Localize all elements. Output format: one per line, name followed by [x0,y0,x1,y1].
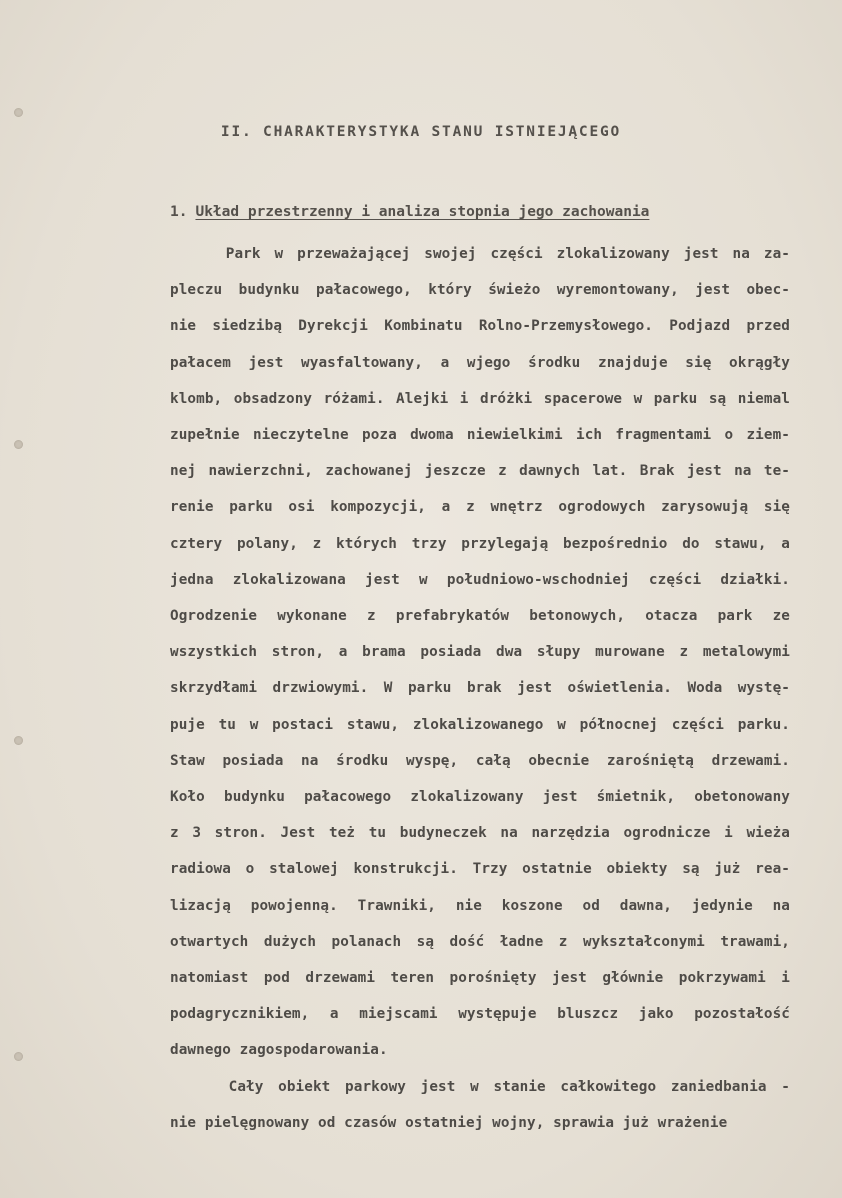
text-line: jedna zlokalizowana jest w południowo-wschodniej części działki. [170,571,790,588]
section-number: 1. [170,204,188,220]
text-line: wszystkich stron, a brama posiada dwa słupy murowane z metalowymi [170,644,790,661]
text-line: pleczu budynku pałacowego, który świeżo wyremontowany, jest obec- [170,282,790,299]
text-line: radiowa o stalowej konstrukcji. Trzy ostatnie obiekty są już rea- [170,861,790,878]
text-line: Cały obiekt parkowy jest w stanie całkowitego zaniedbania - [170,1078,790,1095]
text-line: Park w przeważającej swojej części zlokalizowany jest na za- [170,246,790,262]
text-line: nie siedzibą Dyrekcji Kombinatu Rolno-Przemysłowego. Podjazd przed [170,318,790,335]
section-heading-text: Układ przestrzenny i analiza stopnia jego zachowania [195,204,650,220]
chapter-title: II. CHARAKTERYSTYKA STANU ISTNIEJĄCEGO [220,124,622,140]
text-line: klomb, obsadzony różami. Alejki i dróżki spacerowe w parku są niemal [170,390,790,407]
text-line: nie pielęgnowany od czasów ostatniej wojny, sprawia już wrażenie [170,1114,728,1131]
punch-hole [14,1052,23,1061]
text-line: pałacem jest wyasfaltowany, a wjego środku znajduje się okrągły [170,354,790,371]
text-line: zupełnie nieczytelne poza dwoma niewielkimi ich fragmentami o ziem- [170,427,790,443]
punch-hole [14,736,23,745]
text-line: cztery polany, z których trzy przylegają bezpośrednio do stawu, a [170,535,790,552]
text-line: Ogrodzenie wykonane z prefabrykatów betonowych, otacza park ze [170,608,790,624]
section-heading [170,204,810,220]
text-line: skrzydłami drzwiowymi. W parku brak jest oświetlenia. Woda wystę- [170,680,790,697]
punch-hole [14,440,23,449]
text-line: Staw posiada na środku wyspę, całą obecnie zarośniętą drzewami. [170,752,790,769]
text-line: puje tu w postaci stawu, zlokalizowanego w północnej części parku. [170,716,790,733]
text-line: Koło budynku pałacowego zlokalizowany jest śmietnik, obetonowany [170,789,790,805]
text-line: lizacją powojenną. Trawniki, nie koszone od dawna, jedynie na [170,897,790,914]
punch-hole [14,108,23,117]
text-line: nej nawierzchni, zachowanej jeszcze z dawnych lat. Brak jest na te- [170,463,790,480]
text-line: dawnego zagospodarowania. [170,1042,388,1059]
text-line: z 3 stron. Jest też tu budyneczek na narzędzia ogrodnicze i wieża [170,825,790,842]
text-line: otwartych dużych polanach są dość ładne z wykształconymi trawami, [170,933,790,950]
text-line: renie parku osi kompozycji, a z wnętrz ogrodowych zarysowują się [170,499,790,516]
text-line: natomiast pod drzewami teren porośnięty jest głównie pokrzywami i [170,970,790,986]
text-line: podagrycznikiem, a miejscami występuje bluszcz jako pozostałość [170,1006,790,1023]
